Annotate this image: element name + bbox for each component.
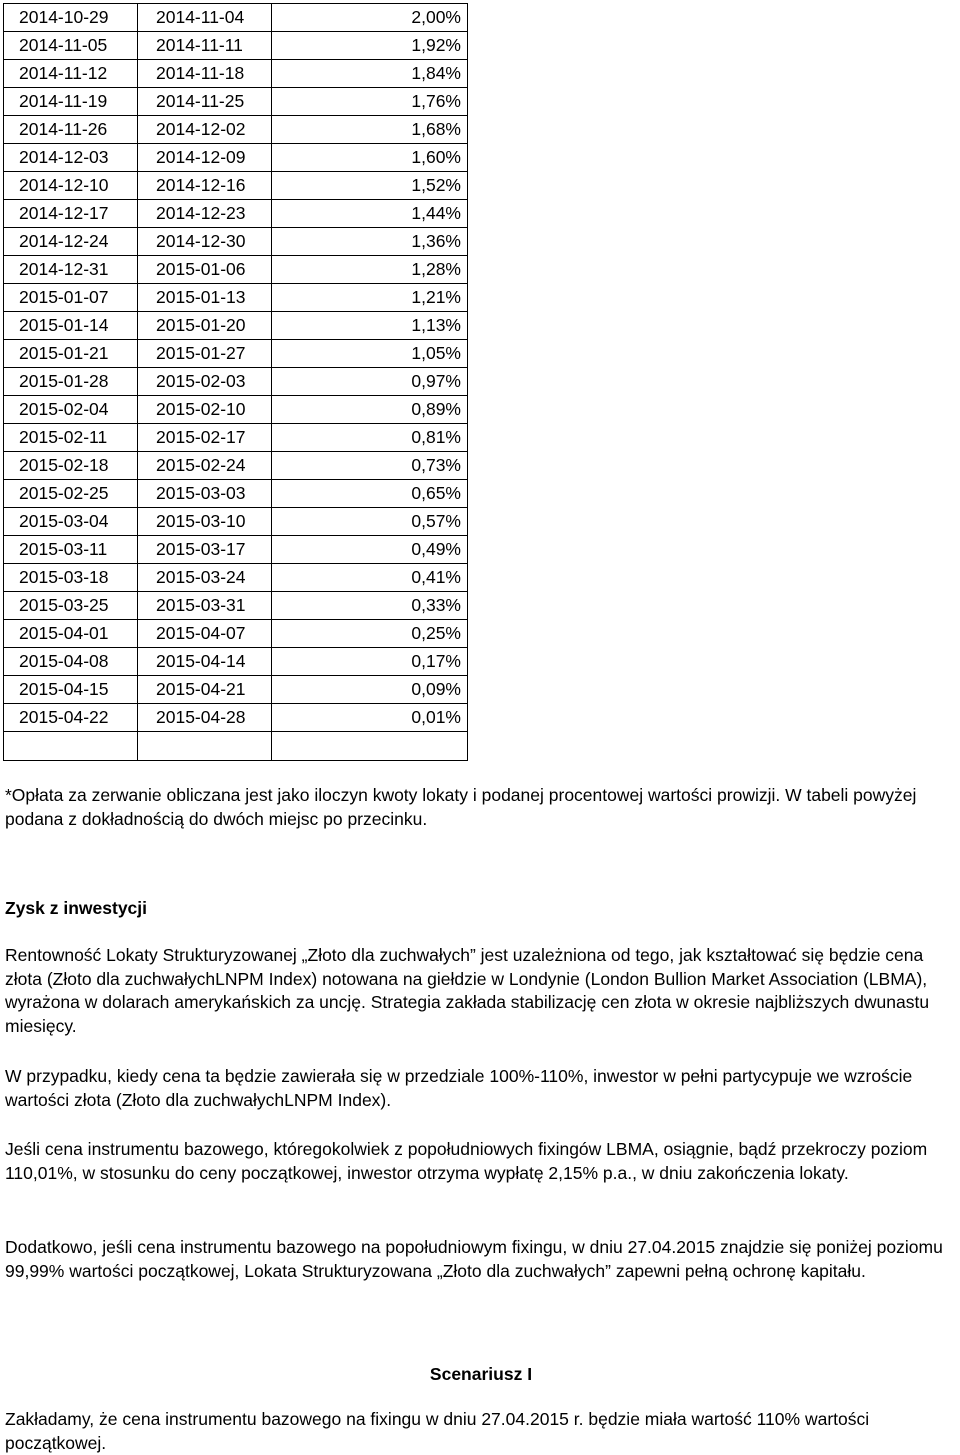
fee-percent-cell: 1,68% — [272, 116, 468, 144]
fee-percent-cell: 1,76% — [272, 88, 468, 116]
table-row — [4, 284, 468, 312]
period-start-cell: 2015-04-22 — [4, 704, 138, 732]
period-end-cell: 2014-12-23 — [138, 200, 272, 228]
table-row — [4, 200, 468, 228]
period-start-cell: 2014-12-31 — [4, 256, 138, 284]
period-end-cell: 2015-02-10 — [138, 396, 272, 424]
fee-percent-cell: 1,60% — [272, 144, 468, 172]
fee-percent-cell: 1,13% — [272, 312, 468, 340]
period-start-cell: 2014-11-12 — [4, 60, 138, 88]
table-row — [4, 508, 468, 536]
table-row — [4, 32, 468, 60]
fee-percent-cell: 1,52% — [272, 172, 468, 200]
fee-percent-cell: 1,21% — [272, 284, 468, 312]
fee-percent-cell: 0,97% — [272, 368, 468, 396]
period-end-cell: 2015-02-03 — [138, 368, 272, 396]
period-end-cell: 2015-03-31 — [138, 592, 272, 620]
empty-cell — [272, 732, 468, 761]
period-end-cell: 2014-11-18 — [138, 60, 272, 88]
fee-percent-cell: 0,49% — [272, 536, 468, 564]
table-row — [4, 60, 468, 88]
fee-percent-cell: 2,00% — [272, 4, 468, 32]
fee-percent-cell: 0,89% — [272, 396, 468, 424]
profit-paragraph-2: W przypadku, kiedy cena ta będzie zawierała się w przedziale 100%-110%, inwestor w pełni partycypuje we wzroście wartości złota (Złoto dla zuchwałychLNPM Index). — [5, 1066, 913, 1110]
period-start-cell: 2015-01-28 — [4, 368, 138, 396]
period-end-cell: 2015-02-17 — [138, 424, 272, 452]
period-start-cell: 2015-02-18 — [4, 452, 138, 480]
table-row — [4, 88, 468, 116]
scenario-heading: Scenariusz I — [429, 1364, 533, 1384]
profit-paragraph-1: Rentowność Lokaty Strukturyzowanej „Złoto dla zuchwałych” jest uzależniona od tego, jak kształtować się będzie cena złota (Złoto dla zuchwałychLNPM Index) notowana na giełdzie w Londynie (London Bullion Market Association (LBMA), wyrażona w dolarach amerykańskich za uncję. Strategia zakłada stabilizację cen złota w okresie najbliższych dwunastu miesięcy. — [5, 945, 930, 1036]
table-row — [4, 172, 468, 200]
table-row — [4, 256, 468, 284]
fee-percent-cell: 1,92% — [272, 32, 468, 60]
table-row — [4, 704, 468, 732]
table-row — [4, 144, 468, 172]
period-start-cell: 2015-01-07 — [4, 284, 138, 312]
period-start-cell: 2015-02-11 — [4, 424, 138, 452]
fee-percent-cell: 0,01% — [272, 704, 468, 732]
fee-percent-cell: 0,33% — [272, 592, 468, 620]
period-end-cell: 2014-12-09 — [138, 144, 272, 172]
period-start-cell: 2014-11-05 — [4, 32, 138, 60]
fee-percent-cell: 0,09% — [272, 676, 468, 704]
period-end-cell: 2014-11-04 — [138, 4, 272, 32]
table-row — [4, 116, 468, 144]
period-end-cell: 2015-03-10 — [138, 508, 272, 536]
table-row — [4, 592, 468, 620]
table-row — [4, 228, 468, 256]
scenario-text: Zakładamy, że cena instrumentu bazowego na fixingu w dniu 27.04.2015 r. będzie miała wartość 110% wartości początkowej. — [5, 1409, 870, 1453]
fee-percent-cell: 0,57% — [272, 508, 468, 536]
fee-percent-cell: 0,17% — [272, 648, 468, 676]
period-end-cell: 2015-03-24 — [138, 564, 272, 592]
period-start-cell: 2014-12-10 — [4, 172, 138, 200]
period-start-cell: 2015-03-11 — [4, 536, 138, 564]
footnote: *Opłata za zerwanie obliczana jest jako iloczyn kwoty lokaty i podanej procentowej wartości prowizji. W tabeli powyżej podana z dokładnością do dwóch miejsc po przecinku. — [5, 785, 917, 829]
period-start-cell: 2014-10-29 — [4, 4, 138, 32]
table-row — [4, 676, 468, 704]
table-row — [4, 368, 468, 396]
period-end-cell: 2015-03-03 — [138, 480, 272, 508]
fee-table-body — [4, 4, 468, 761]
period-end-cell: 2015-01-13 — [138, 284, 272, 312]
period-end-cell: 2014-12-02 — [138, 116, 272, 144]
profit-paragraph-4: Dodatkowo, jeśli cena instrumentu bazowego na popołudniowym fixingu, w dniu 27.04.2015 znajdzie się poniżej poziomu 99,99% wartości początkowej, Lokata Strukturyzowana „Złoto dla zuchwałych” zapewni pełną ochronę kapitału. — [5, 1237, 943, 1281]
period-start-cell: 2015-01-21 — [4, 340, 138, 368]
period-start-cell: 2014-11-19 — [4, 88, 138, 116]
fee-percent-cell: 0,65% — [272, 480, 468, 508]
table-row — [4, 396, 468, 424]
fee-percent-cell: 0,81% — [272, 424, 468, 452]
empty-cell — [138, 732, 272, 761]
period-start-cell: 2014-12-03 — [4, 144, 138, 172]
period-start-cell: 2015-04-01 — [4, 620, 138, 648]
period-end-cell: 2014-12-30 — [138, 228, 272, 256]
table-row — [4, 4, 468, 32]
table-row — [4, 620, 468, 648]
period-end-cell: 2014-11-25 — [138, 88, 272, 116]
period-start-cell: 2014-12-17 — [4, 200, 138, 228]
fee-percent-cell: 0,41% — [272, 564, 468, 592]
period-end-cell: 2015-03-17 — [138, 536, 272, 564]
period-start-cell: 2015-02-25 — [4, 480, 138, 508]
period-start-cell: 2015-04-15 — [4, 676, 138, 704]
fee-percent-cell: 0,25% — [272, 620, 468, 648]
table-row — [4, 480, 468, 508]
table-row — [4, 312, 468, 340]
table-row — [4, 536, 468, 564]
period-end-cell: 2015-01-20 — [138, 312, 272, 340]
period-start-cell: 2015-03-18 — [4, 564, 138, 592]
empty-cell — [4, 732, 138, 761]
profit-heading: Zysk z inwestycji — [5, 898, 148, 918]
table-row — [4, 648, 468, 676]
table-row — [4, 424, 468, 452]
fee-percent-cell: 1,05% — [272, 340, 468, 368]
period-start-cell: 2015-01-14 — [4, 312, 138, 340]
period-end-cell: 2014-12-16 — [138, 172, 272, 200]
period-end-cell: 2015-04-07 — [138, 620, 272, 648]
fee-percent-cell: 1,36% — [272, 228, 468, 256]
period-end-cell: 2015-01-27 — [138, 340, 272, 368]
fee-percent-cell: 0,73% — [272, 452, 468, 480]
period-start-cell: 2015-03-25 — [4, 592, 138, 620]
period-end-cell: 2014-11-11 — [138, 32, 272, 60]
table-row-empty — [4, 732, 468, 761]
table-row — [4, 340, 468, 368]
profit-paragraph-3: Jeśli cena instrumentu bazowego, któregokolwiek z popołudniowych fixingów LBMA, osiągnie, bądź przekroczy poziom 110,01%, w stosunku do ceny początkowej, inwestor otrzyma wypłatę 2,15% p.a., w dniu zakończenia lokaty. — [5, 1139, 928, 1183]
period-end-cell: 2015-02-24 — [138, 452, 272, 480]
fee-percent-cell: 1,28% — [272, 256, 468, 284]
period-start-cell: 2014-12-24 — [4, 228, 138, 256]
fee-percent-cell: 1,44% — [272, 200, 468, 228]
period-start-cell: 2015-04-08 — [4, 648, 138, 676]
table-row — [4, 564, 468, 592]
early-withdrawal-fee-table — [3, 3, 468, 761]
table-row — [4, 452, 468, 480]
period-end-cell: 2015-04-28 — [138, 704, 272, 732]
period-start-cell: 2014-11-26 — [4, 116, 138, 144]
period-end-cell: 2015-01-06 — [138, 256, 272, 284]
period-end-cell: 2015-04-21 — [138, 676, 272, 704]
period-start-cell: 2015-02-04 — [4, 396, 138, 424]
period-start-cell: 2015-03-04 — [4, 508, 138, 536]
fee-percent-cell: 1,84% — [272, 60, 468, 88]
period-end-cell: 2015-04-14 — [138, 648, 272, 676]
